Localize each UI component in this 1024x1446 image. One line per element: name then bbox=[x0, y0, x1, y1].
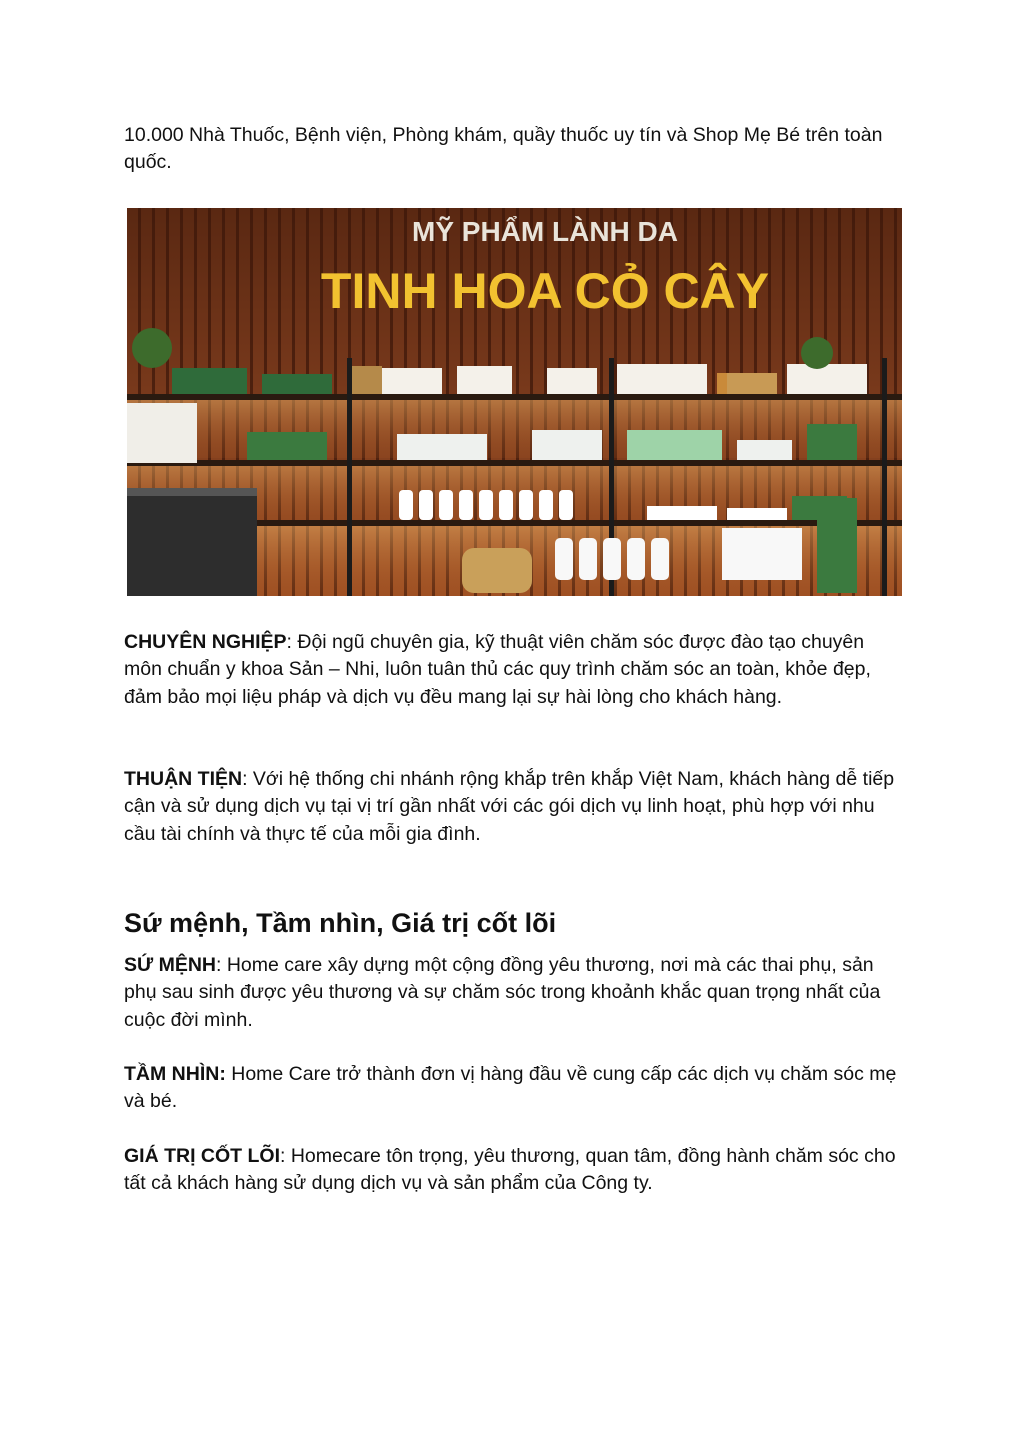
store-photo bbox=[127, 208, 902, 596]
mission-text: : Home care xây dựng một cộng đồng yêu thương, nơi mà các thai phụ, sản phụ sau sinh được yêu thương và sự chăm sóc trong khoảnh khắc quan trọng nhất của cuộc đời mình. bbox=[124, 954, 881, 1031]
convenient-text: : Với hệ thống chi nhánh rộng khắp trên khắp Việt Nam, khách hàng dễ tiếp cận và sử dụng dịch vụ tại vị trí gần nhất với các gói dịch vụ linh hoạt, phù hợp với nhu cầu tài chính và thực tế của mỗi gia đình. bbox=[124, 768, 895, 845]
mission-label: SỨ MỆNH bbox=[124, 954, 217, 976]
convenient-label: THUẬN TIỆN bbox=[124, 768, 243, 790]
intro-paragraph: 10.000 Nhà Thuốc, Bệnh viện, Phòng khám, quầy thuốc uy tín và Shop Mẹ Bé trên toàn quốc. bbox=[124, 124, 883, 174]
mission-paragraph bbox=[124, 952, 904, 1034]
core-values-text: : Homecare tôn trọng, yêu thương, quan tâm, đồng hành chăm sóc cho tất cả khách hàng sử dụng dịch vụ và sản phẩm của Công ty. bbox=[124, 1145, 896, 1195]
sign-line-2: TINH HOA CỎ CÂY bbox=[320, 263, 770, 319]
professional-label: CHUYÊN NGHIỆP bbox=[124, 631, 287, 653]
professional-text: : Đội ngũ chuyên gia, kỹ thuật viên chăm sóc được đào tạo chuyên môn chuẩn y khoa Sản – Nhi, luôn tuân thủ các quy trình chăm sóc an toàn, khỏe đẹp, đảm bảo mọi liệu pháp và dịch vụ đều mang lại sự hài lòng cho khách hàng. bbox=[124, 631, 871, 708]
professional-paragraph bbox=[124, 629, 904, 711]
vision-text: Home Care trở thành đơn vị hàng đầu về cung cấp các dịch vụ chăm sóc mẹ và bé. bbox=[124, 1063, 897, 1113]
core-values-label: GIÁ TRỊ CỐT LÕI bbox=[124, 1145, 280, 1167]
convenient-paragraph bbox=[124, 766, 904, 848]
core-values-paragraph bbox=[124, 1143, 904, 1198]
section-heading: Sứ mệnh, Tầm nhìn, Giá trị cốt lõi bbox=[124, 908, 557, 938]
vision-label: TẦM NHÌN: bbox=[124, 1063, 226, 1085]
vision-paragraph bbox=[124, 1061, 904, 1116]
sign-line-1: MỸ PHẨM LÀNH DA bbox=[412, 216, 678, 247]
